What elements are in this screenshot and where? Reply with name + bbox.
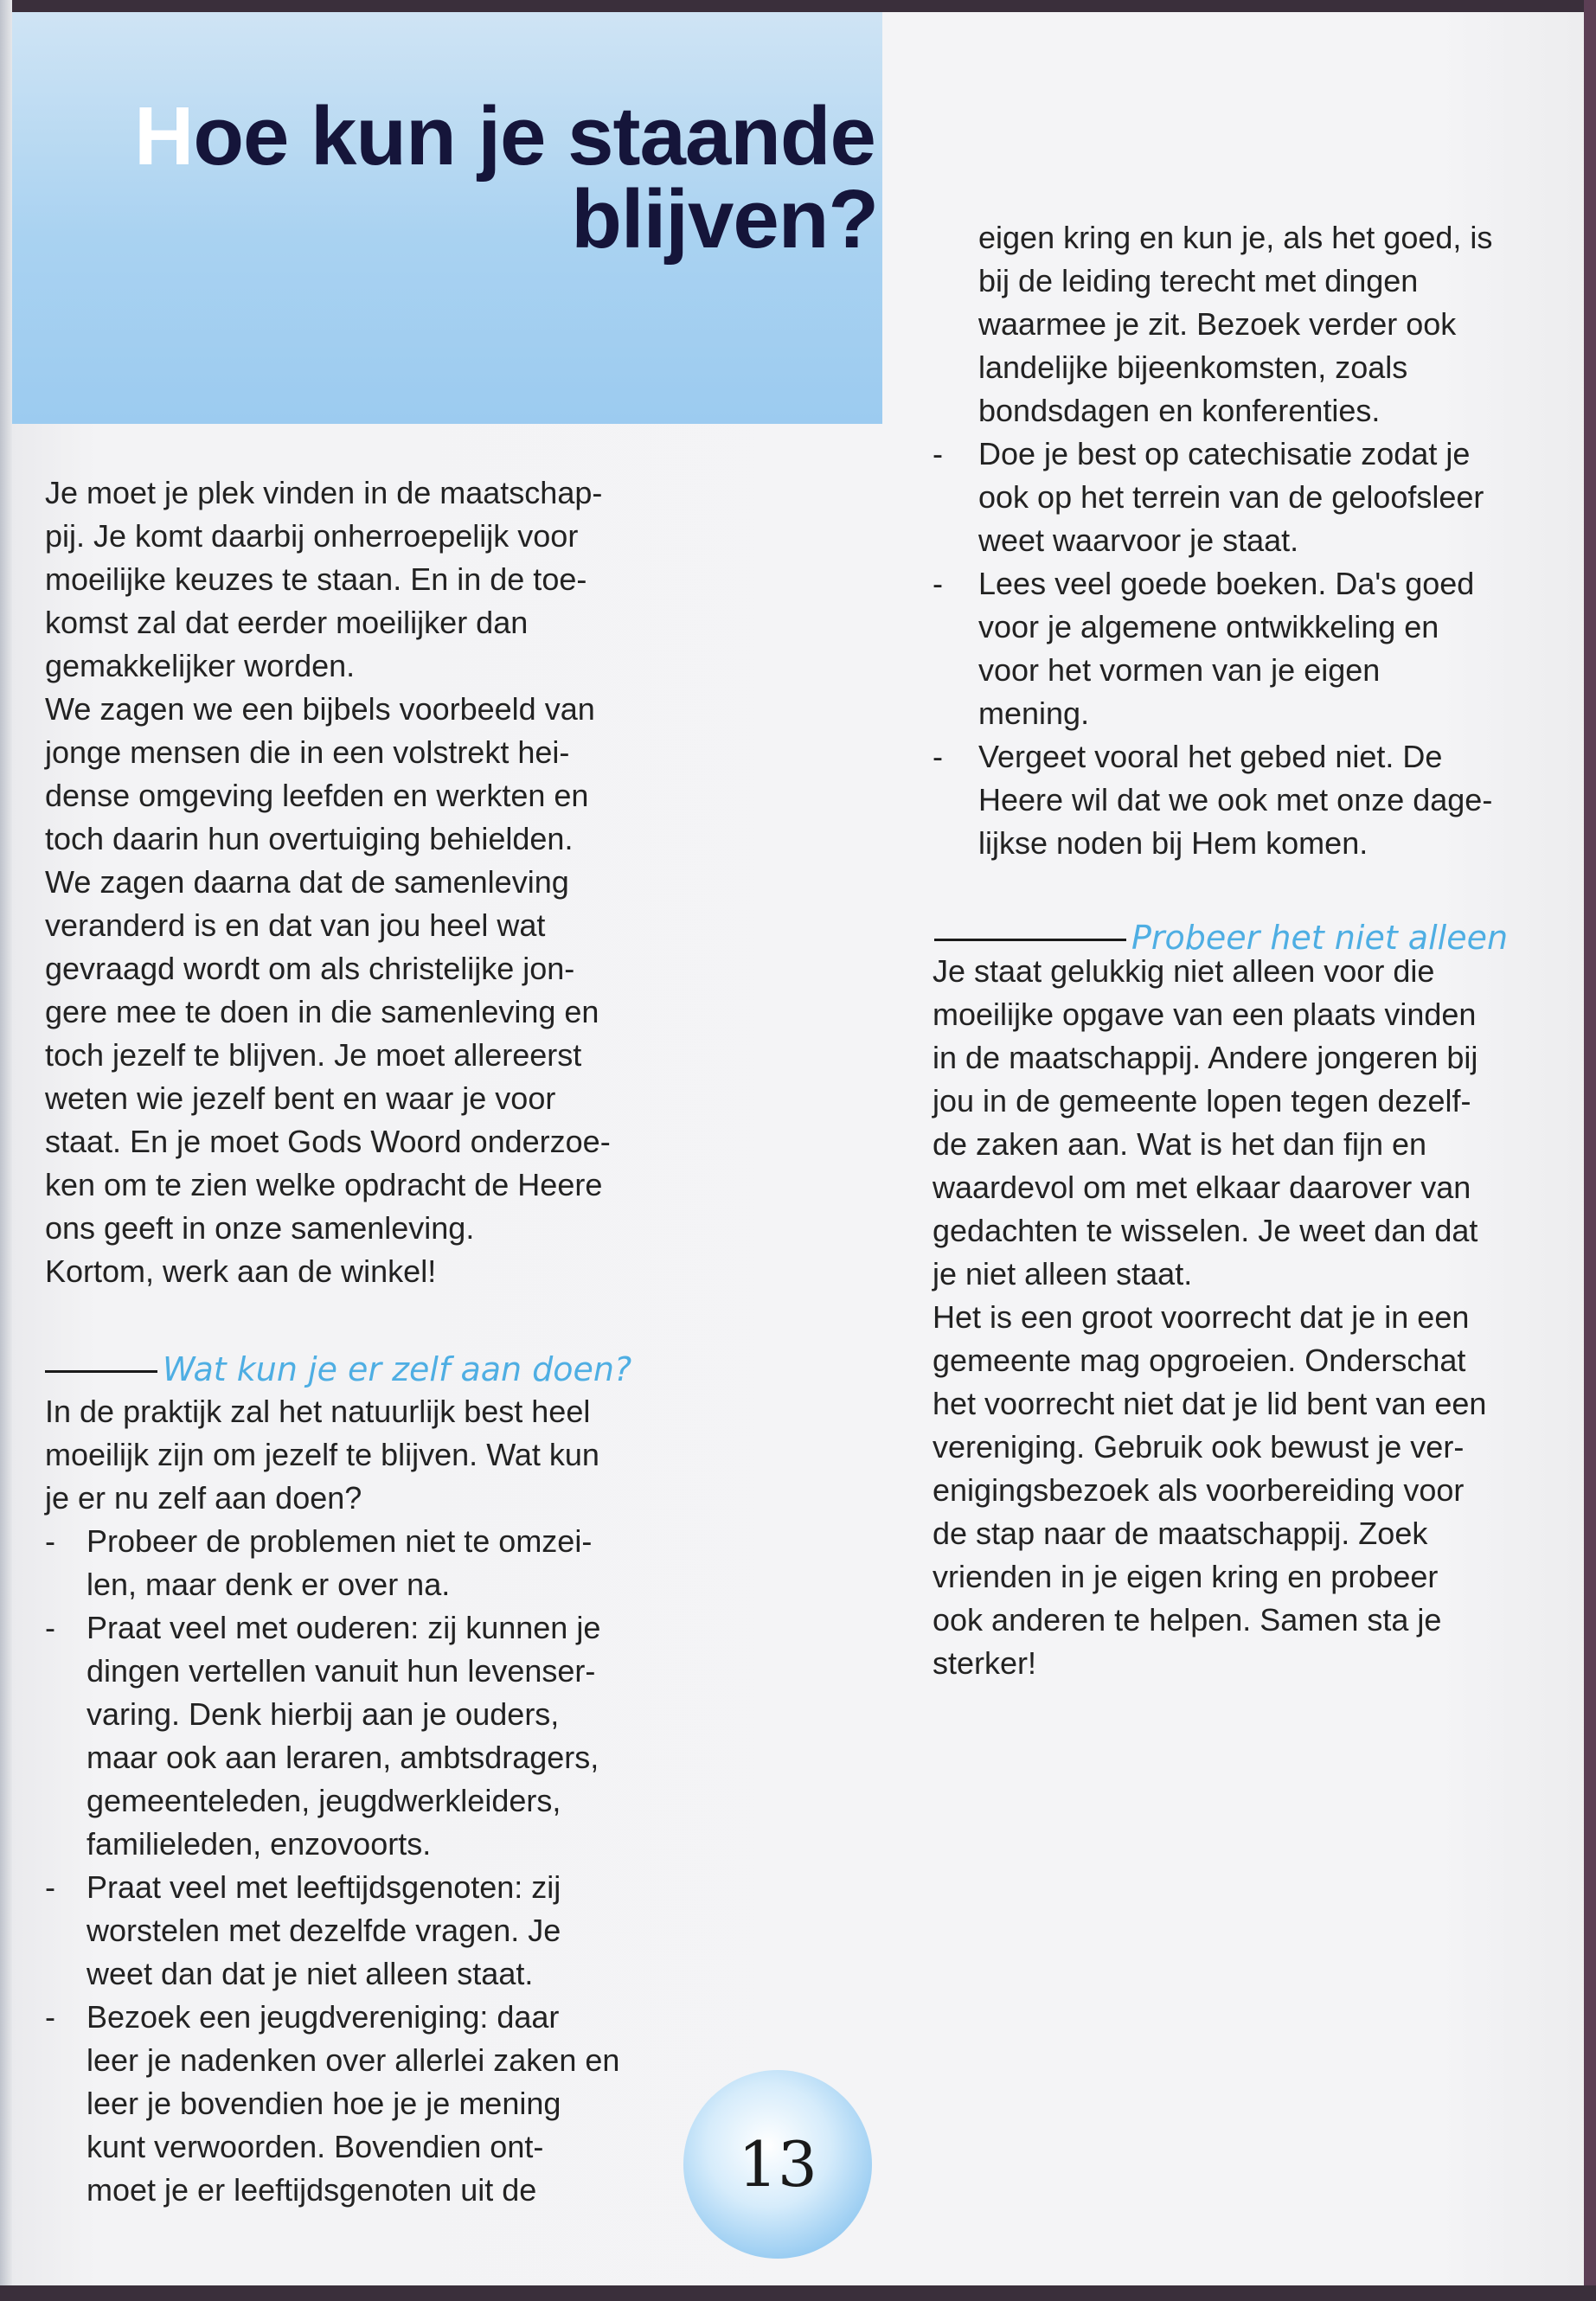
title-line-2: blijven? — [571, 173, 878, 266]
section-line: enigingsbezoek als voorbereiding voor — [933, 1472, 1465, 1508]
intro-text — [45, 471, 633, 1293]
list-line: gemeenteleden, jeugdwerkleiders, — [87, 1783, 561, 1818]
section-line: sterker! — [933, 1645, 1037, 1681]
list-line: voor je algemene ontwikkeling en — [978, 609, 1439, 644]
list-item — [933, 562, 1538, 735]
heading-rule — [45, 1370, 157, 1373]
section-line: jou in de gemeente lopen tegen dezelf- — [933, 1083, 1471, 1118]
page-number: 13 — [738, 2128, 817, 2201]
title-line-1-rest: oe kun je staande — [193, 90, 875, 183]
intro-line: veranderd is en dat van jou heel wat — [45, 907, 546, 943]
list-line: leer je nadenken over allerlei zaken en — [87, 2042, 620, 2078]
intro-line: We zagen we een bijbels voorbeeld van — [45, 691, 595, 727]
section-line: ook anderen te helpen. Samen sta je — [933, 1602, 1442, 1638]
intro-line: toch daarin hun overtuiging behielden. — [45, 821, 574, 856]
intro-line: moeilijke keuzes te staan. En in de toe- — [45, 561, 587, 597]
list-line: len, maar denk er over na. — [87, 1567, 451, 1602]
intro-line: staat. En je moet Gods Woord onderzoe- — [45, 1124, 611, 1159]
list-line: bondsdagen en konferenties. — [978, 393, 1381, 428]
page-bottom-edge — [0, 2285, 1596, 2301]
section-heading-text: Wat kun je er zelf aan doen? — [163, 1350, 632, 1388]
section-line: Je staat gelukkig niet alleen voor die — [933, 953, 1435, 989]
section-line: moeilijk zijn om jezelf te blijven. Wat kun — [45, 1437, 599, 1472]
list-line: dingen vertellen vanuit hun levenser- — [87, 1653, 596, 1689]
list-line: kunt verwoorden. Bovendien ont- — [87, 2129, 544, 2164]
list-item — [45, 1866, 651, 1996]
heading-rule — [934, 939, 1126, 941]
title-initial: H — [134, 90, 194, 183]
list-line: familieleden, enzovoorts. — [87, 1826, 432, 1862]
section-line: In de praktijk zal het natuurlijk best heel — [45, 1394, 591, 1429]
section-not-alone-body — [933, 950, 1538, 1685]
list-line: eigen kring en kun je, als het goed, is — [978, 220, 1493, 255]
list-line: bij de leiding terecht met dingen — [978, 263, 1419, 298]
list-line: waarmee je zit. Bezoek verder ook — [978, 306, 1457, 342]
page-binding-edge — [0, 0, 12, 2301]
section-line: je niet alleen staat. — [933, 1256, 1193, 1292]
page-title — [134, 90, 878, 266]
continued-list — [933, 216, 1538, 865]
right-column-continuation — [933, 216, 1538, 865]
section-line: in de maatschappij. Andere jongeren bij — [933, 1040, 1478, 1075]
section-heading-self-help — [45, 1347, 631, 1392]
intro-line: Kortom, werk aan de winkel! — [45, 1253, 437, 1289]
page-number-badge — [683, 2070, 872, 2259]
section-line: het voorrecht niet dat je lid bent van een — [933, 1386, 1487, 1421]
section-line: de stap naar de maatschappij. Zoek — [933, 1516, 1428, 1551]
list-line: weet dan dat je niet alleen staat. — [87, 1956, 534, 1991]
intro-line: gere mee te doen in die samenleving en — [45, 994, 599, 1029]
list-line: maar ook aan leraren, ambtsdragers, — [87, 1740, 599, 1775]
intro-line: Je moet je plek vinden in de maatschap- — [45, 475, 603, 510]
list-line: moet je er leeftijdsgenoten uit de — [87, 2172, 537, 2208]
intro-line: ken om te zien welke opdracht de Heere — [45, 1167, 603, 1202]
list-line: - Praat veel met leeftijdsgenoten: zij — [87, 1869, 561, 1905]
list-line: Heere wil dat we ook met onze dage- — [978, 782, 1493, 817]
list-line: weet waarvoor je staat. — [978, 522, 1299, 558]
intro-line: komst zal dat eerder moeilijker dan — [45, 605, 529, 640]
list-line: - Doe je best op catechisatie zodat je — [978, 436, 1471, 471]
list-line: - Praat veel met ouderen: zij kunnen je — [87, 1610, 601, 1645]
section-line: gedachten te wisselen. Je weet dan dat — [933, 1213, 1478, 1248]
section-line: vrienden in je eigen kring en probeer — [933, 1559, 1439, 1594]
section-heading-text: Probeer het niet alleen — [1131, 919, 1509, 957]
list-line: - Lees veel goede boeken. Da's goed — [978, 566, 1475, 601]
section-line: gemeente mag opgroeien. Onderschat — [933, 1343, 1466, 1378]
advice-list — [45, 1520, 651, 2212]
list-item — [45, 1606, 651, 1866]
list-line: - Bezoek een jeugdvereniging: daar — [87, 1999, 560, 2035]
intro-line: gevraagd wordt om als christelijke jon- — [45, 951, 575, 986]
list-line: voor het vormen van je eigen — [978, 652, 1381, 688]
page-top-edge — [0, 0, 1596, 12]
list-item — [933, 735, 1538, 865]
page-right-edge — [1584, 0, 1596, 2301]
list-line: mening. — [978, 695, 1090, 731]
section-self-help-body — [45, 1390, 651, 2212]
section-line: je er nu zelf aan doen? — [45, 1480, 362, 1516]
section-line: waardevol om met elkaar daarover van — [933, 1170, 1471, 1205]
intro-line: We zagen daarna dat de samenleving — [45, 864, 569, 900]
section-line: Het is een groot voorrecht dat je in een — [933, 1299, 1470, 1335]
list-line: leer je bovendien hoe je je mening — [87, 2086, 561, 2121]
intro-line: toch jezelf te blijven. Je moet allereerst — [45, 1037, 582, 1073]
section-line: de zaken aan. Wat is het dan fijn en — [933, 1126, 1427, 1162]
list-line: landelijke bijeenkomsten, zoals — [978, 349, 1408, 385]
intro-line: weten wie jezelf bent en waar je voor — [45, 1080, 556, 1116]
intro-line: jonge mensen die in een volstrekt hei- — [45, 734, 570, 770]
list-item-continued — [933, 216, 1538, 433]
list-item — [45, 1996, 651, 2212]
intro-line: pij. Je komt daarbij onherroepelijk voor — [45, 518, 579, 554]
list-line: - Vergeet vooral het gebed niet. De — [978, 739, 1443, 774]
list-line: lijkse noden bij Hem komen. — [978, 825, 1368, 861]
intro-line: ons geeft in onze samenleving. — [45, 1210, 475, 1246]
list-line: worstelen met dezelfde vragen. Je — [87, 1913, 561, 1948]
intro-line: gemakkelijker worden. — [45, 648, 356, 683]
section-line: vereniging. Gebruik ook bewust je ver- — [933, 1429, 1465, 1465]
title-line-1 — [134, 90, 878, 183]
list-line: - Probeer de problemen niet te omzei- — [87, 1523, 593, 1559]
list-line: ook op het terrein van de geloofsleer — [978, 479, 1484, 515]
section-line: moeilijke opgave van een plaats vinden — [933, 997, 1477, 1032]
intro-line: dense omgeving leefden en werkten en — [45, 778, 589, 813]
list-item — [933, 433, 1538, 562]
list-line: varing. Denk hierbij aan je ouders, — [87, 1696, 560, 1732]
list-item — [45, 1520, 651, 1606]
